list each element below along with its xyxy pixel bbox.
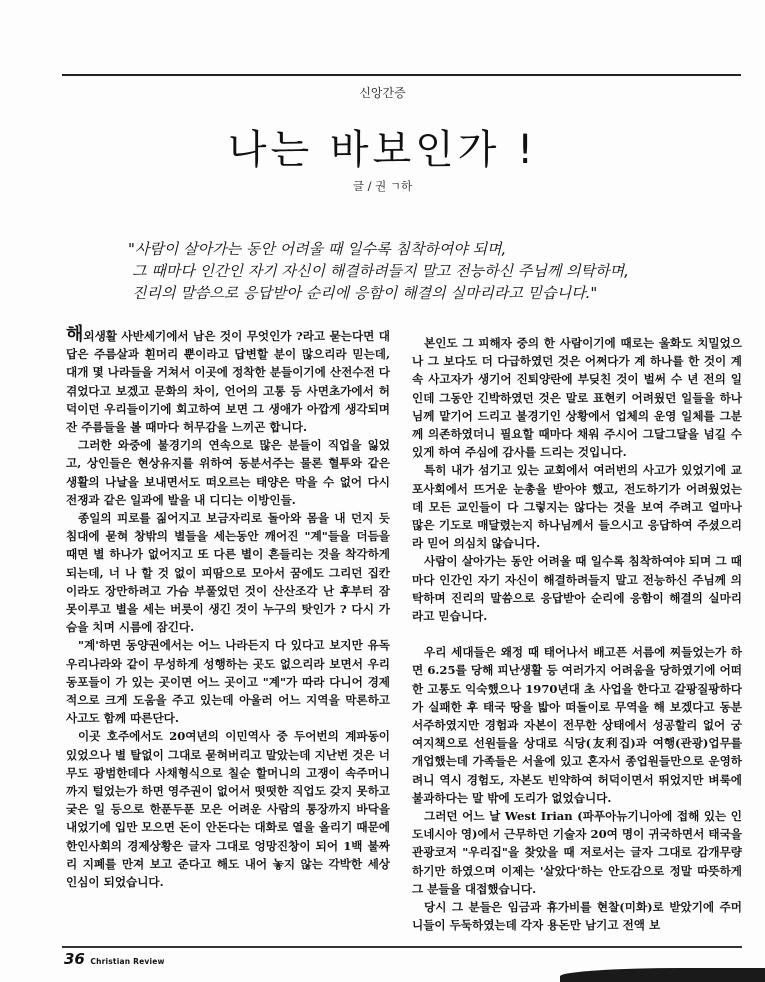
magazine-name: Christian Review	[90, 957, 165, 966]
pull-quote-line: "사람이 살아가는 동안 어려울 때 일수록 침착하여야 되며,	[128, 240, 507, 258]
pull-quote	[128, 238, 728, 304]
paragraph: 본인도 그 피해자 중의 한 사람이기에 때로는 울화도 치밀었으나 그 보다도 더 다급하였던 것은 어쩌다가 계 하나를 한 것이 계속 사고자가 생기어 진퇴양란에 부딪친 것이 벌써 수 년 전의 일인데 그동안 긴박하였던 것은 말로 표현키 어려웠던 일들을 하나님께 맡기어 드리고 불경기인 상황에서 업체의 운영 일체를 그분께 의존하였더니 필요할 때마다 채워 주시어 그달그달을 넘길 수 있게 하여 주심에 감사를 드리는 것입니다.	[412, 336, 742, 460]
paragraph: 그러한 와중에 불경기의 연속으로 많은 분들이 직업을 잃었고, 상인들은 현상유지를 위하여 동분서주는 물론 혈투와 같은 생활의 나날을 보내면서도 떠오르는 태양은 막을 수 없어 다시 전쟁과 같은 일과에 발을 내 디디는 이방인들.	[66, 438, 390, 507]
paragraph: 당시 그 분들은 임금과 휴가비를 현찰(미화)로 받았기에 주머니들이 두둑하였는데 각자 용돈만 남기고 전액 보	[412, 900, 742, 933]
paragraph: 사람이 살아가는 동안 어려울 때 일수록 침착하여야 되며 그 때마다 인간인 자기 자신이 해결하려들지 말고 전능하신 주님께 의탁하며 진리의 말씀으로 응답받아 순리에 응함이 해결의 실마리라고 믿습니다.	[412, 554, 742, 624]
pull-quote-line: 진리의 말씀으로 응답받아 순리에 응함이 해결의 실마리라고 믿습니다."	[132, 284, 598, 302]
paragraph: 우리 세대들은 왜정 때 태어나서 배고픈 서름에 찌들었는가 하면 6.25를 당해 피난생활 등 여러가지 어려움을 당하였기에 어떠한 고통도 익숙했으나 1970년대 초 사업을 한다고 갈팡질팡하다가 실패한 후 태국 땅을 밟아 떠돌이로 무역을 해 보겠다고 동분서주하였지만 경험과 자본이 전무한 상태에서 성공할리 없어 궁여지책으로 선원들을 상대로 식당(友利집)과 여행(관광)업무를 개업했는데 가족들은 서울에 있고 혼자서 종업원들만으로 운영하려니 역시 경험도, 자본도 빈약하여 허덕이면서 뛰었지만 벼룩에 불과하다는 말 밖에 도리가 없었습니다.	[412, 645, 742, 805]
paragraph: 이곳 호주에서도 20여년의 이민역사 중 두어번의 계파동이 있었으나 별 탈없이 그대로 묻혀버리고 말았는데 지난번 것은 너무도 광범한데다 사채형식으로 칠순 할머니의 고쟁이 속주머니까지 털었는가 하면 영주권이 없어서 떳떳한 직업도 갖지 못하고 궂은 일 등으로 한푼두푼 모은 어려운 사람의 통장까지 바닥을 내었기에 입만 모으면 돈이 안돈다는 대화로 열을 올리기 때문에 한인사회의 경제상황은 글자 그대로 엉망진창이 되어 1백 불짜리 지폐를 만져 보고 준다고 해도 내어 놓지 않는 각박한 세상 인심이 되었습니다.	[66, 729, 390, 890]
paragraph: "계'하면 동양권에서는 어느 나라든지 다 있다고 보지만 유독 우리나라와 같이 무성하게 성행하는 곳도 없으리라 보면서 우리 동포들이 가 있는 곳이면 어느 곳이고 "계"가 따라 다니어 경제적으로 크게 도움을 주고 있는데 아울러 어느 지역을 막론하고 사고도 함께 따른단다.	[66, 638, 390, 726]
bottom-rule	[62, 946, 742, 948]
section-label: 신앙간증	[359, 86, 406, 100]
pull-quote-line: 그 때마다 인간인 자기 자신이 해결하려들지 말고 전능하신 주님께 의탁하며,	[132, 262, 629, 280]
left-column	[66, 326, 390, 891]
dropcap: 해	[66, 324, 84, 345]
paragraph: 그러던 어느 날 West Irian (파푸아뉴기니아에 접해 있는 인도네시아 영)에서 근무하던 기술자 20여 명이 귀국하면서 태국을 관광코저 "우리집"을 찾았을 때 저로서는 글자 그대로 감개무량하기만 하였으며 이제는 '살았다'하는 안도감으로 정말 따뜻하게 그 분들을 대접했습니다.	[412, 809, 742, 896]
page-number: 36	[64, 950, 85, 968]
paragraph: 해외생활 사반세기에서 남은 것이 무엇인가 ?라고 묻는다면 대답은 주름살과 흰머리 뿐이라고 답변할 분이 많으리라 믿는데, 대개 몇 나라들을 거쳐서 이곳에 정착한 분들이기에 산전수전 다 겪었다고 보겠고 문화의 차이, 언어의 고통 등 사면초가에서 허덕이던 우리들이기에 회고하여 보면 그 생애가 아깝게 생각되며 잔 주름들을 볼 때마다 허무감을 느끼곤 합니다.	[66, 324, 390, 435]
paragraph: 종일의 피로를 짊어지고 보금자리로 돌아와 몸을 내 던지 듯 침대에 묻혀 창밖의 별들을 세는동안 깨어진 "계"들을 더듬을 때면 별 하나가 없어지고 또 다른 별이 흔들리는 것을 착각하게 되는데, 너 나 할 것 없이 피땀으로 모아서 꿈에도 그리던 집칸이라도 장만하려고 가슴 부풀었던 것이 산산조각 난 후부터 잠 못이루고 별을 세는 버릇이 생긴 것이 누구의 탓인가 ? 다시 가슴을 치며 시름에 잠긴다.	[66, 511, 390, 635]
top-rule	[62, 74, 741, 76]
paragraph: 특히 내가 섬기고 있는 교회에서 여러번의 사고가 있었기에 교포사회에서 뜨거운 눈총을 받아야 했고, 전도하기가 어려웠었는데 모든 교인들이 다 그렇지는 않다는 것을 보여 주려고 얼마나 많은 기도로 매달렸는지 하나님께서 들으시고 응답하여 주셨으리라 믿어 의심치 않습니다.	[412, 463, 742, 551]
scan-shadow	[560, 968, 765, 982]
page-footer	[64, 950, 165, 968]
right-column	[412, 334, 742, 935]
byline: 글 / 권 ㄱ하	[352, 179, 413, 193]
article-title: 나는 바보인가 !	[227, 127, 538, 173]
